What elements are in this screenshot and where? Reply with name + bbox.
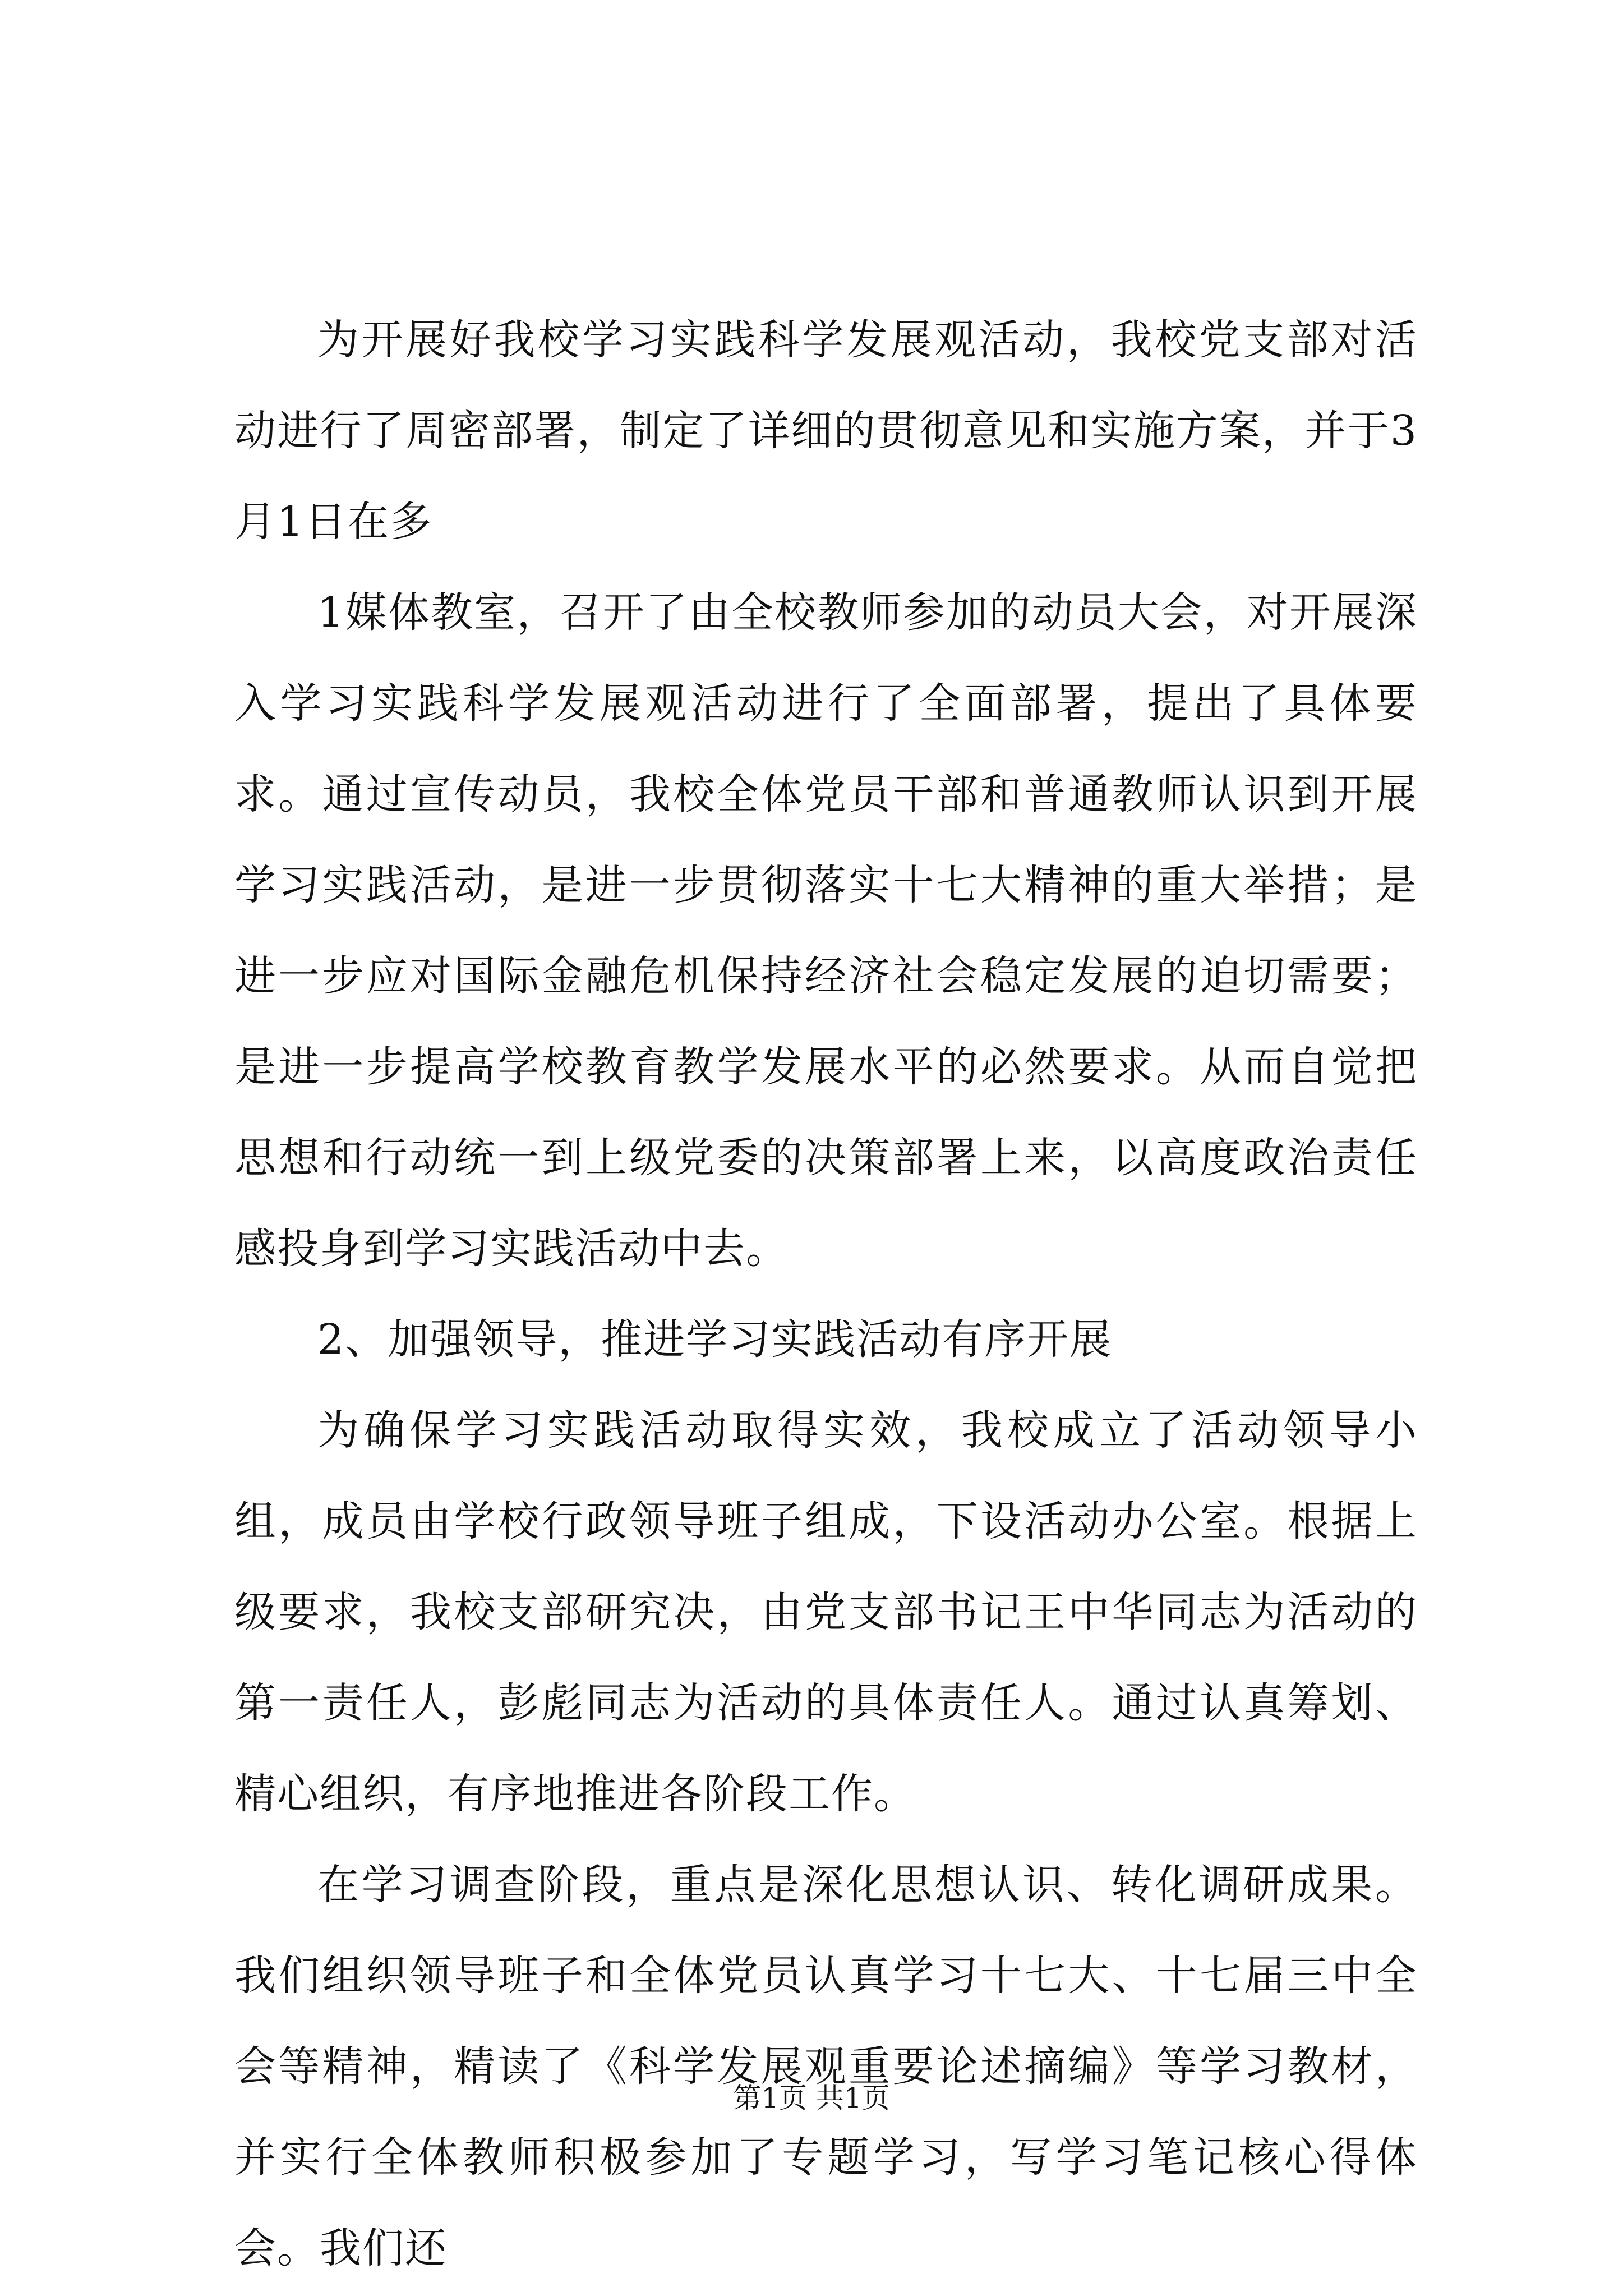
section-heading-2: 2、加强领导，推进学习实践活动有序开展 (317, 1315, 1113, 1364)
paragraph-3: 为确保学习实践活动取得实效，我校成立了活动领导小组，成员由学校行政领导班子组成，下设活动办公室。根据上级要求，我校支部研究决，由党支部书记王中华同志为活动的第一责任人，彭彪同志为活动的具体责任人。通过认真筹划、精心组织，有序地推进各阶段工作。 (234, 1406, 1418, 1818)
paragraph-2: 1媒体教室，召开了由全校教师参加的动员大会，对开展深入学习实践科学发展观活动进行了全面部署，提出了具体要求。通过宣传动员，我校全体党员干部和普通教师认识到开展学习实践活动，是进一步贯彻落实十七大精神的重大举措；是进一步应对国际金融危机保持经济社会稳定发展的迫切需要；是进一步提高学校教育教学发展水平的必然要求。从而自觉把思想和行动统一到上级党委的决策部署上来，以高度政治责任感投身到学习实践活动中去。 (234, 588, 1418, 1273)
document-body (234, 295, 1418, 2294)
paragraph-4: 在学习调查阶段，重点是深化思想认识、转化调研成果。我们组织领导班子和全体党员认真学习十七大、十七届三中全会等精神，精读了《科学发展观重要论述摘编》等学习教材，并实行全体教师积极参加了专题学习，写学习笔记核心得体会。我们还 (234, 1861, 1418, 2272)
paragraph-1: 为开展好我校学习实践科学发展观活动，我校党支部对活动进行了周密部署，制定了详细的贯彻意见和实施方案，并于3月1日在多 (234, 316, 1418, 546)
page-footer: 第1页 共1页 (733, 2082, 890, 2114)
